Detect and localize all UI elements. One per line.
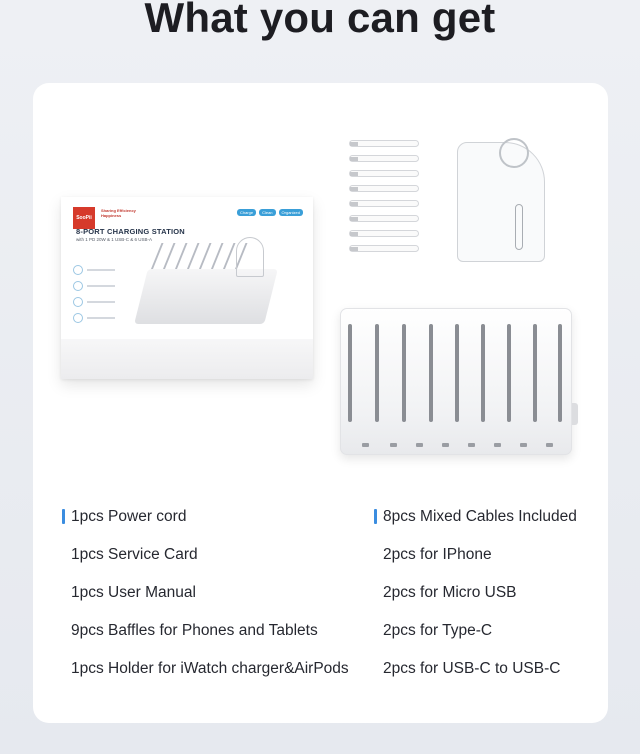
pill-organized: Organized [279,209,303,216]
brand-logo: SooPii [73,207,95,229]
brand-tagline: Sharing Efficiency Happiness [101,208,136,218]
list-item: 1pcs Service Card [71,546,198,563]
cable [349,200,419,207]
usb-port [546,443,553,447]
cable [349,230,419,237]
station-side-plug [572,403,578,425]
list-item: 1pcs User Manual [71,584,196,601]
pill-clean: Clean [259,209,275,216]
page-title: What you can get [144,0,496,41]
box-subtitle: with 1 PD 20W & 1 USB-C & 6 USB-A [76,237,153,242]
contents-card [33,83,608,723]
station-slot [348,324,352,422]
box-bottom [61,339,313,379]
cable [349,140,419,147]
list-item: 9pcs Baffles for Phones and Tablets [71,622,318,639]
box-feature-pills [237,209,303,216]
feature-icon [73,265,83,275]
usb-port [494,443,501,447]
cable [349,215,419,222]
list-item: 1pcs Holder for iWatch charger&AirPods [71,660,349,677]
usb-port [362,443,369,447]
usb-port [468,443,475,447]
holder-ring [499,138,529,168]
cables-list [382,507,577,697]
station-slot [455,324,459,422]
product-box-image [61,197,313,379]
usb-port [520,443,527,447]
cable [349,245,419,252]
feature-line [87,317,115,319]
usb-port [390,443,397,447]
package-contents-list [70,507,349,697]
holder-clip [515,204,523,250]
usb-port [416,443,423,447]
station-slot [481,324,485,422]
station-slot [507,324,511,422]
feature-icon [73,281,83,291]
station-slot [375,324,379,422]
pill-charge: Charge [237,209,256,216]
station-slot [533,324,537,422]
cable [349,155,419,162]
cable [349,185,419,192]
list-item: 1pcs Power cord [70,507,349,545]
feature-icon [73,297,83,307]
station-slot [402,324,406,422]
station-mini [134,269,278,324]
watch-holder-image [451,138,551,263]
station-slot [429,324,433,422]
cables-bundle-image [345,138,427,264]
usb-port [442,443,449,447]
station-slot [558,324,562,422]
list-item: 2pcs for USB-C to USB-C [383,660,561,677]
list-item: 8pcs Mixed Cables Included [382,507,577,545]
list-item: 2pcs for Micro USB [383,584,517,601]
box-title: 8-PORT CHARGING STATION [76,227,185,236]
charging-station-image [340,308,572,455]
feature-icon [73,313,83,323]
feature-line [87,269,115,271]
feature-line [87,301,115,303]
holder-mini [236,237,264,277]
cable [349,170,419,177]
list-item: 2pcs for IPhone [383,546,492,563]
list-item: 2pcs for Type-C [383,622,493,639]
feature-line [87,285,115,287]
